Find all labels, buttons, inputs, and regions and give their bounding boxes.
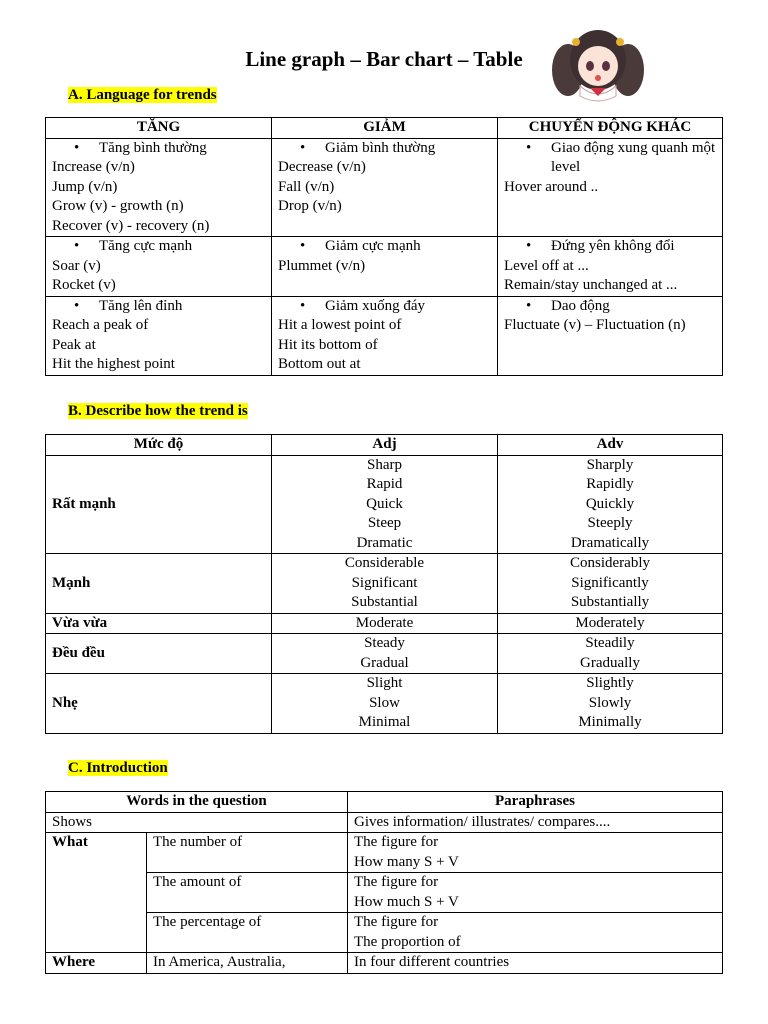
trend-cell: • Tăng lên đỉnh Reach a peak of Peak at Hit the highest point xyxy=(46,296,272,375)
degree-level: Rất mạnh xyxy=(46,455,272,554)
trend-bullet: • Tăng lên đỉnh xyxy=(52,297,265,317)
header-adv: Adv xyxy=(498,435,723,456)
intro-word: The number of xyxy=(147,833,348,873)
degree-adv-cell: Sharply Rapidly Quickly Steeply Dramatically xyxy=(498,455,723,554)
degree-adv-cell: Steadily Gradually xyxy=(498,634,723,674)
degree-adj-cell: Slight Slow Minimal xyxy=(272,674,498,734)
header-muc-do: Mức độ xyxy=(46,435,272,456)
trend-bullet: • Giảm bình thường xyxy=(278,139,491,159)
trend-cell: • Giảm bình thường Decrease (v/n) Fall (v/n) Drop (v/n) xyxy=(272,138,498,237)
degree-adv-cell: Slightly Slowly Minimally xyxy=(498,674,723,734)
degree-header-row xyxy=(46,435,723,456)
degree-level: Mạnh xyxy=(46,554,272,614)
intro-row-where xyxy=(46,953,723,974)
trend-bullet: • Đứng yên không đổi xyxy=(504,237,716,257)
intro-word: The amount of xyxy=(147,873,348,913)
intro-word: Shows xyxy=(46,812,348,833)
trends-row-peak xyxy=(46,296,723,375)
degree-adj-cell: Considerable Significant Substantial xyxy=(272,554,498,614)
trend-cell: • Dao động Fluctuate (v) – Fluctuation (n) xyxy=(498,296,723,375)
section-b-heading: B. Describe how the trend is xyxy=(68,403,248,419)
degree-level: Đều đều xyxy=(46,634,272,674)
intro-paraphrase: In four different countries xyxy=(348,953,723,974)
trend-cell: • Giảm xuống đáy Hit a lowest point of Hit its bottom of Bottom out at xyxy=(272,296,498,375)
degree-row-manh xyxy=(46,554,723,614)
intro-header-row xyxy=(46,792,723,813)
trend-bullet: • Giảm xuống đáy xyxy=(278,297,491,317)
section-c-heading: C. Introduction xyxy=(68,760,168,776)
trend-bullet: • Giảm cực mạnh xyxy=(278,237,491,257)
trend-bullet: • Giao động xung quanh một level xyxy=(504,139,716,178)
intro-paraphrase: The figure for How many S + V xyxy=(348,833,723,873)
introduction-table xyxy=(45,791,723,974)
degree-level: Nhẹ xyxy=(46,674,272,734)
trend-cell: • Tăng cực mạnh Soar (v) Rocket (v) xyxy=(46,237,272,297)
trends-table xyxy=(45,117,723,376)
intro-row-what-2 xyxy=(46,873,723,913)
degree-level: Vừa vừa xyxy=(46,613,272,634)
trends-row-extreme xyxy=(46,237,723,297)
intro-where-label: Where xyxy=(46,953,147,974)
intro-row-shows xyxy=(46,812,723,833)
intro-paraphrase: The figure for How much S + V xyxy=(348,873,723,913)
degree-adv-cell: Moderately xyxy=(498,613,723,634)
section-a-heading: A. Language for trends xyxy=(68,87,217,103)
intro-row-what-3 xyxy=(46,913,723,953)
header-giam: GIẢM xyxy=(272,118,498,139)
header-paraphrases: Paraphrases xyxy=(348,792,723,813)
degree-row-nhe xyxy=(46,674,723,734)
trend-bullet: • Tăng cực mạnh xyxy=(52,237,265,257)
intro-paraphrase: The figure for The proportion of xyxy=(348,913,723,953)
header-adj: Adj xyxy=(272,435,498,456)
degree-row-rat-manh xyxy=(46,455,723,554)
header-chuyen-dong-khac: CHUYỂN ĐỘNG KHÁC xyxy=(498,118,723,139)
anime-girl-avatar-image xyxy=(546,18,650,106)
page-title: Line graph – Bar chart – Table xyxy=(245,47,523,71)
trend-bullet: • Tăng bình thường xyxy=(52,139,265,159)
header-words-in-question: Words in the question xyxy=(46,792,348,813)
intro-row-what-1 xyxy=(46,833,723,873)
trend-cell: • Giảm cực mạnh Plummet (v/n) xyxy=(272,237,498,297)
trend-degree-table xyxy=(45,434,723,734)
trend-bullet: • Dao động xyxy=(504,297,716,317)
trend-cell: • Đứng yên không đổi Level off at ... Remain/stay unchanged at ... xyxy=(498,237,723,297)
header-tang: TĂNG xyxy=(46,118,272,139)
intro-what-label: What xyxy=(46,833,147,953)
degree-row-vua-vua xyxy=(46,613,723,634)
degree-adv-cell: Considerably Significantly Substantially xyxy=(498,554,723,614)
degree-row-deu-deu xyxy=(46,634,723,674)
trend-cell: • Giao động xung quanh một level Hover around .. xyxy=(498,138,723,237)
intro-word: The percentage of xyxy=(147,913,348,953)
trend-cell: • Tăng bình thường Increase (v/n) Jump (v/n) Grow (v) - growth (n) Recover (v) - recovery (n) xyxy=(46,138,272,237)
trends-header-row xyxy=(46,118,723,139)
intro-paraphrase: Gives information/ illustrates/ compares.... xyxy=(348,812,723,833)
trends-row-normal xyxy=(46,138,723,237)
intro-word: In America, Australia, xyxy=(147,953,348,974)
degree-adj-cell: Sharp Rapid Quick Steep Dramatic xyxy=(272,455,498,554)
degree-adj-cell: Steady Gradual xyxy=(272,634,498,674)
degree-adj-cell: Moderate xyxy=(272,613,498,634)
